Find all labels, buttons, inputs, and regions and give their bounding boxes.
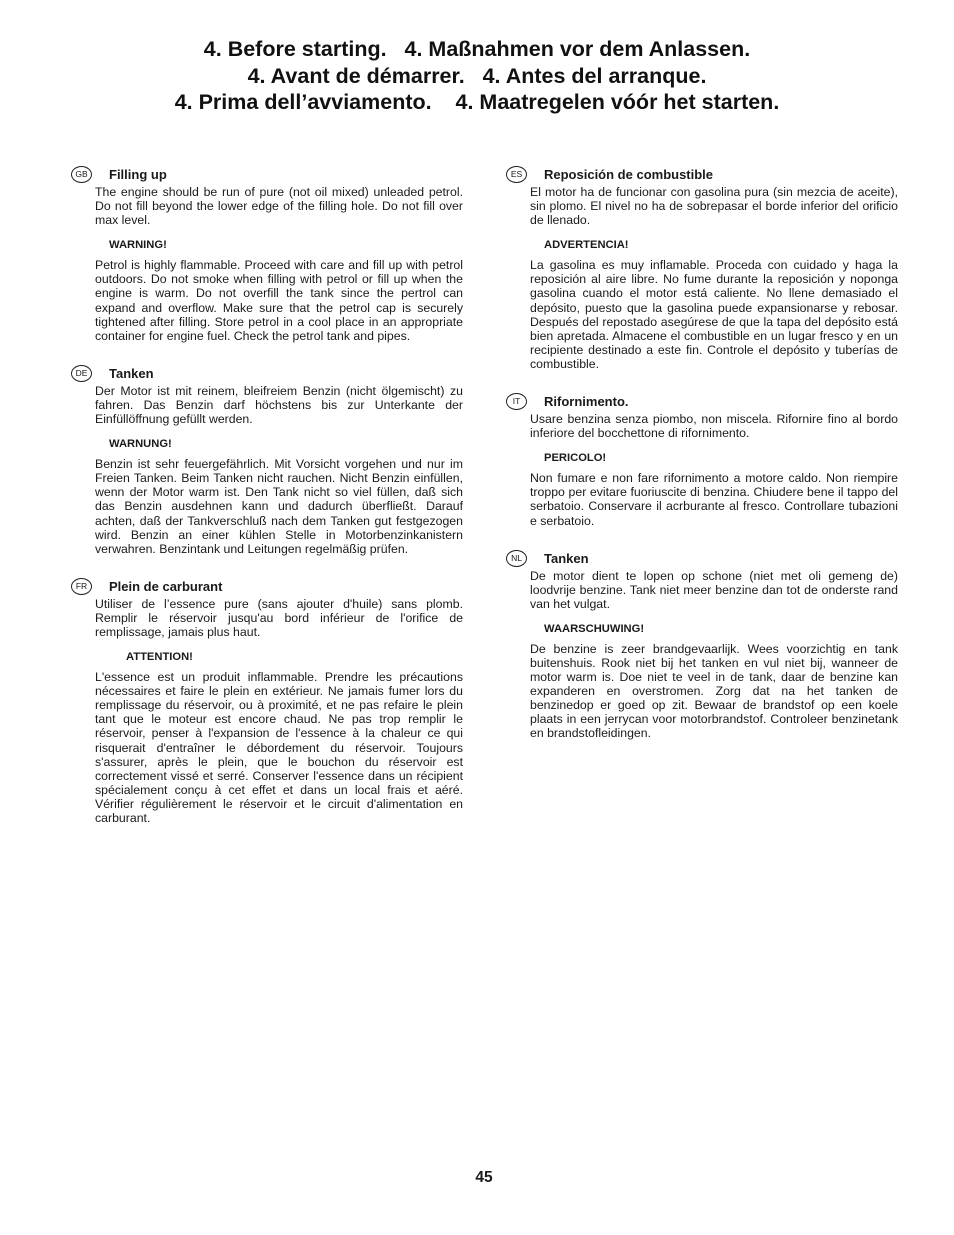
section-intro: El motor ha de funcionar con gasolina pura (sin mezcia de aceite), sin plomo. El nivel no ha de sobrepasar el borde inferior del orificio de llenado. — [530, 185, 898, 228]
section-intro: De motor dient te lopen op schone (niet met oli gemeng de) loodvrije benzine. Tank niet meer benzine dan tot de onderste rand van het vulgat. — [530, 568, 898, 611]
warning-text: Non fumare e non fare rifornimento a motore caldo. Non riempire troppo per evitare fuoriuscite di benzina. Chiudere bene il tappo del serbatoio. Conservare il acrburante al fresco. Controllare tubazioni e serbatoio. — [530, 471, 898, 528]
warning-label: WARNUNG! — [109, 438, 172, 451]
section-heading: Tanken — [544, 550, 589, 566]
section-intro: The engine should be run of pure (not oil mixed) unleaded petrol. Do not fill beyond the lower edge of the filling hole. Do not fill over max level. — [95, 185, 463, 228]
language-badge-nl: NL — [506, 550, 527, 567]
language-badge-de: DE — [71, 365, 92, 382]
warning-text: La gasolina es muy inflamable. Proceda con cuidado y haga la reposición al aire libre. No fume durante la reposición y noponga gasolina cuando el motor está caliente. No llene demasiado el depósito, puesto que la gasolina puede expansionarse y rebosar. Después del repostado asegúrese de que la tapa del depósito está bien apretada. Almacene el combustible en un lugar fresco y en un recipiente destinado a este fin. Controle el depósito y tuberías de combustible. — [530, 258, 898, 371]
section-heading: Reposición de combustible — [544, 167, 714, 182]
right-column — [510, 167, 898, 741]
section-es — [510, 167, 898, 371]
section-heading: Rifornimento. — [544, 394, 629, 410]
section-it — [512, 394, 898, 528]
section-heading: Filling up — [109, 167, 167, 182]
section-intro: Utiliser de l’essence pure (sans ajouter d'huile) sans plomb. Remplir le réservoir jusqu'au bord inférieur de l'orifice de remplissage, jamais plus haut. — [95, 596, 463, 639]
section-fr — [75, 578, 463, 825]
warning-label: ADVERTENCIA! — [544, 239, 629, 252]
warning-label: WAARSCHUWING! — [544, 622, 645, 635]
section-intro: Usare benzina senza piombo, non miscela. Rifornire fino al bordo inferiore del bocchettone di rifornimento. — [530, 412, 898, 441]
language-badge-fr: FR — [71, 578, 92, 595]
warning-label: PERICOLO! — [544, 452, 607, 465]
section-heading: Plein de carburant — [109, 578, 223, 594]
title-line-2: 4. Avant de démarrer. 4. Antes del arranque. — [247, 63, 707, 88]
section-gb — [75, 167, 463, 343]
section-de — [75, 365, 463, 556]
warning-text: L'essence est un produit inflammable. Prendre les précautions nécessaires et faire le plein en extérieur. Ne jamais fumer lors du remplissage du réservoir, ou à proximité, et ne pas refaire le plein tant que le moteur est encore chaud. Ne pas trop remplir le réservoir, penser à l'expansion de l'essence à la chaleur ce qui risquerait d'entraîner le débordement du réservoir. Toujours s'assurer, après le plein, que le bouchon du réservoir est correctement vissé et serré. Conserver l'essence dans un récipient spécialement conçu à cet effet et dans un local frais et aéré. Vérifier régulièrement le réservoir et le circuit d'alimentation en carburant. — [95, 670, 463, 825]
page-number: 45 — [475, 1169, 493, 1186]
language-badge-es: ES — [506, 166, 527, 183]
warning-text: Petrol is highly flammable. Proceed with care and fill up with petrol outdoors. Do not smoke when filling with petrol or fill up when the engine is warm. Do not overfill the tank since the pertrol can expand and overflow. Make sure that the petrol cap is securely tightened after filling. Store petrol in a cool place in an appropriate container for engine fuel. Check the petrol tank and pipes. — [95, 258, 463, 343]
warning-text: Benzin ist sehr feuergefährlich. Mit Vorsicht vorgehen und nur im Freien Tanken. Beim Tanken nicht rauchen. Nicht Benzin einfüllen, wenn der Motor warm ist. Den Tank nicht so viel füllen, daß sich das Benzin ausdehnen kann und dadurch überfließt. Darauf achten, daß der Tankverschluß nach dem Tanken gut festgezogen wird. Benzin an einer kühlen Stelle in Motorbenzinkanistern verwahren. Benzintank und Leitungen regelmäßig prüfen. — [95, 457, 463, 556]
section-intro: Der Motor ist mit reinem, bleifreiem Benzin (nicht ölgemischt) zu fahren. Das Benzin darf höchstens bis zur Unterkante der Einfüllöffnung gefüllt werden. — [95, 383, 463, 427]
title-line-1: 4. Before starting. 4. Maßnahmen vor dem Anlassen. — [203, 37, 751, 61]
warning-text: De benzine is zeer brandgevaarlijk. Wees voorzichtig en tank buitenshuis. Rook niet bij het tanken en vul niet bij, wanneer de motor warm is. Doe niet te veel in de tank, daar de benzine kan expanderen en overstromen. Zorg dat na het tanken de benzinedop er goed op zit. Bewaar de brandstof op een koele plaats in een jerrycan voor motorbrandstof. Controleer benzinetank en brandstofleidingen. — [530, 641, 898, 741]
language-badge-it: IT — [506, 393, 527, 410]
section-heading: Tanken — [109, 365, 154, 381]
title-line-3: 4. Prima dell’avviamento. 4. Maatregelen vóór het starten. — [174, 90, 780, 114]
left-column — [75, 167, 463, 825]
section-nl — [511, 550, 898, 741]
warning-label: WARNING! — [109, 239, 167, 252]
language-badge-gb: GB — [71, 166, 92, 183]
page-titles — [0, 36, 954, 116]
warning-label: ATTENTION! — [126, 651, 193, 664]
